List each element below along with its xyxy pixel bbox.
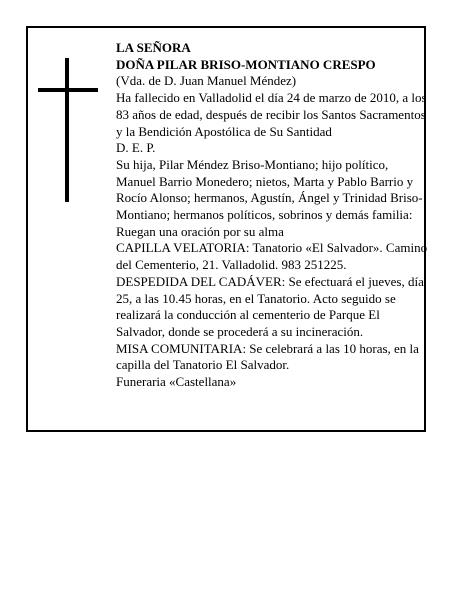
prayer-request: Ruegan una oración por su alma [116,223,284,239]
obituary-notice [26,26,426,432]
notice-text [116,40,428,391]
funeral-home: Funeraria «Castellana» [116,374,237,390]
mass-info: MISA COMUNITARIA: Se celebrará a las 10 horas, en la capilla del Tanatorio El Salvador. [116,340,419,373]
deceased-name: DOÑA PILAR BRISO-MONTIANO CRESPO [116,56,376,72]
widow-line: (Vda. de D. Juan Manuel Méndez) [116,73,297,89]
notice-title: LA SEÑORA [116,40,191,55]
cross-horizontal-bar [38,88,98,92]
chapel-info: CAPILLA VELATORIA: Tanatorio «El Salvador». Camino del Cementerio, 21. Valladolid. 983 251225. [116,240,428,273]
cross-icon [38,58,98,202]
rip-line: D. E. P. [116,140,156,156]
family-list: Su hija, Pilar Méndez Briso-Montiano; hijo político, Manuel Barrio Monedero; nietos, Marta y Pablo Barrio y Rocío Alonso; hermanos, Agustín, Ángel y Trinidad Briso-Montiano; hermanos políticos, sobrinos y demás familia: [116,156,423,223]
cross-vertical-bar [65,58,69,202]
farewell-info: DESPEDIDA DEL CADÁVER: Se efectuará el jueves, día 25, a las 10.45 horas, en el Tanatorio. Acto seguido se realizará la conducción al cementerio de Parque El Salvador, donde se procederá a su incineración. [116,273,424,339]
death-announcement: Ha fallecido en Valladolid el día 24 de marzo de 2010, a los 83 años de edad, después de recibir los Santos Sacramentos y la Bendición Apostólica de Su Santidad [116,90,427,139]
